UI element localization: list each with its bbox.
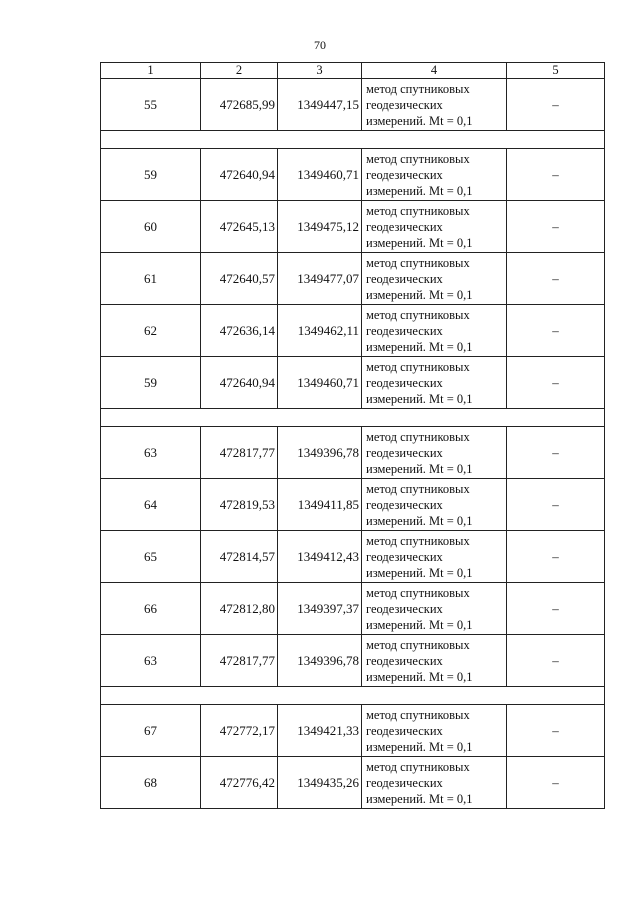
point-number: 64 xyxy=(101,479,201,531)
note-dash: – xyxy=(507,201,605,253)
point-number: 63 xyxy=(101,635,201,687)
coordinate-y: 1349447,15 xyxy=(278,79,362,131)
coordinate-x: 472645,13 xyxy=(201,201,278,253)
method-line: геодезических xyxy=(366,219,443,234)
method-cell xyxy=(362,531,507,583)
method-line: геодезических xyxy=(366,167,443,182)
header-col-2: 2 xyxy=(201,63,278,79)
method-cell xyxy=(362,357,507,409)
coordinate-y: 1349412,43 xyxy=(278,531,362,583)
point-number: 67 xyxy=(101,705,201,757)
group-separator-row xyxy=(101,409,605,427)
coordinate-y: 1349475,12 xyxy=(278,201,362,253)
method-line: измерений. Mt = 0,1 xyxy=(366,461,473,476)
table-row xyxy=(101,149,605,201)
coordinate-x: 472640,94 xyxy=(201,149,278,201)
group-separator xyxy=(101,409,605,427)
coordinate-y: 1349435,26 xyxy=(278,757,362,809)
method-line: измерений. Mt = 0,1 xyxy=(366,113,473,128)
method-line: метод спутниковых xyxy=(366,637,470,652)
method-cell xyxy=(362,635,507,687)
method-line: метод спутниковых xyxy=(366,759,470,774)
note-dash: – xyxy=(507,305,605,357)
method-line: геодезических xyxy=(366,549,443,564)
page-number: 70 xyxy=(314,38,326,52)
header-col-3: 3 xyxy=(278,63,362,79)
coordinate-x: 472772,17 xyxy=(201,705,278,757)
method-line: измерений. Mt = 0,1 xyxy=(366,287,473,302)
coordinate-x: 472685,99 xyxy=(201,79,278,131)
coordinate-y: 1349396,78 xyxy=(278,635,362,687)
method-line: геодезических xyxy=(366,653,443,668)
note-dash: – xyxy=(507,427,605,479)
table-row xyxy=(101,635,605,687)
method-line: геодезических xyxy=(366,601,443,616)
method-line: геодезических xyxy=(366,445,443,460)
point-number: 63 xyxy=(101,427,201,479)
coordinate-x: 472819,53 xyxy=(201,479,278,531)
header-col-1: 1 xyxy=(101,63,201,79)
point-number: 62 xyxy=(101,305,201,357)
table-body xyxy=(101,79,605,809)
coordinate-x: 472814,57 xyxy=(201,531,278,583)
table-row xyxy=(101,357,605,409)
method-line: метод спутниковых xyxy=(366,307,470,322)
method-line: измерений. Mt = 0,1 xyxy=(366,565,473,580)
method-cell xyxy=(362,253,507,305)
method-line: метод спутниковых xyxy=(366,429,470,444)
note-dash: – xyxy=(507,357,605,409)
group-separator xyxy=(101,687,605,705)
coordinate-x: 472640,94 xyxy=(201,357,278,409)
method-cell xyxy=(362,201,507,253)
method-line: измерений. Mt = 0,1 xyxy=(366,183,473,198)
coordinate-y: 1349421,33 xyxy=(278,705,362,757)
method-line: метод спутниковых xyxy=(366,533,470,548)
method-line: геодезических xyxy=(366,323,443,338)
header-col-4: 4 xyxy=(362,63,507,79)
method-cell xyxy=(362,705,507,757)
coordinate-y: 1349477,07 xyxy=(278,253,362,305)
method-cell xyxy=(362,149,507,201)
group-separator-row xyxy=(101,131,605,149)
coordinate-x: 472817,77 xyxy=(201,427,278,479)
coordinate-x: 472640,57 xyxy=(201,253,278,305)
method-line: геодезических xyxy=(366,497,443,512)
note-dash: – xyxy=(507,583,605,635)
method-line: геодезических xyxy=(366,723,443,738)
method-line: измерений. Mt = 0,1 xyxy=(366,739,473,754)
table-row xyxy=(101,201,605,253)
method-line: метод спутниковых xyxy=(366,481,470,496)
method-cell xyxy=(362,79,507,131)
method-line: геодезических xyxy=(366,97,443,112)
coordinate-x: 472812,80 xyxy=(201,583,278,635)
method-line: измерений. Mt = 0,1 xyxy=(366,235,473,250)
coordinate-y: 1349460,71 xyxy=(278,357,362,409)
table-row xyxy=(101,531,605,583)
header-row xyxy=(101,63,605,79)
coordinate-y: 1349397,37 xyxy=(278,583,362,635)
note-dash: – xyxy=(507,635,605,687)
point-number: 60 xyxy=(101,201,201,253)
method-cell xyxy=(362,305,507,357)
method-line: геодезических xyxy=(366,271,443,286)
coordinate-y: 1349462,11 xyxy=(278,305,362,357)
header-col-5: 5 xyxy=(507,63,605,79)
table-row xyxy=(101,305,605,357)
point-number: 66 xyxy=(101,583,201,635)
coordinate-y: 1349411,85 xyxy=(278,479,362,531)
note-dash: – xyxy=(507,705,605,757)
method-line: измерений. Mt = 0,1 xyxy=(366,391,473,406)
group-separator xyxy=(101,131,605,149)
method-line: метод спутниковых xyxy=(366,151,470,166)
method-cell xyxy=(362,583,507,635)
coordinate-x: 472636,14 xyxy=(201,305,278,357)
coordinate-x: 472817,77 xyxy=(201,635,278,687)
method-cell xyxy=(362,427,507,479)
method-line: метод спутниковых xyxy=(366,203,470,218)
method-line: измерений. Mt = 0,1 xyxy=(366,791,473,806)
table-row xyxy=(101,705,605,757)
coordinate-x: 472776,42 xyxy=(201,757,278,809)
method-line: геодезических xyxy=(366,375,443,390)
note-dash: – xyxy=(507,531,605,583)
coordinate-y: 1349460,71 xyxy=(278,149,362,201)
note-dash: – xyxy=(507,479,605,531)
table-row xyxy=(101,427,605,479)
method-line: метод спутниковых xyxy=(366,81,470,96)
point-number: 65 xyxy=(101,531,201,583)
point-number: 68 xyxy=(101,757,201,809)
note-dash: – xyxy=(507,757,605,809)
method-line: измерений. Mt = 0,1 xyxy=(366,339,473,354)
coordinate-y: 1349396,78 xyxy=(278,427,362,479)
table-row xyxy=(101,479,605,531)
method-line: измерений. Mt = 0,1 xyxy=(366,513,473,528)
table-row xyxy=(101,79,605,131)
method-line: метод спутниковых xyxy=(366,585,470,600)
method-line: измерений. Mt = 0,1 xyxy=(366,669,473,684)
coordinates-table xyxy=(100,62,605,809)
group-separator-row xyxy=(101,687,605,705)
note-dash: – xyxy=(507,253,605,305)
method-line: измерений. Mt = 0,1 xyxy=(366,617,473,632)
point-number: 61 xyxy=(101,253,201,305)
table-row xyxy=(101,253,605,305)
method-cell xyxy=(362,479,507,531)
method-line: геодезических xyxy=(366,775,443,790)
point-number: 59 xyxy=(101,357,201,409)
method-line: метод спутниковых xyxy=(366,255,470,270)
method-line: метод спутниковых xyxy=(366,359,470,374)
method-line: метод спутниковых xyxy=(366,707,470,722)
table-row xyxy=(101,757,605,809)
note-dash: – xyxy=(507,79,605,131)
point-number: 55 xyxy=(101,79,201,131)
point-number: 59 xyxy=(101,149,201,201)
table-row xyxy=(101,583,605,635)
note-dash: – xyxy=(507,149,605,201)
method-cell xyxy=(362,757,507,809)
